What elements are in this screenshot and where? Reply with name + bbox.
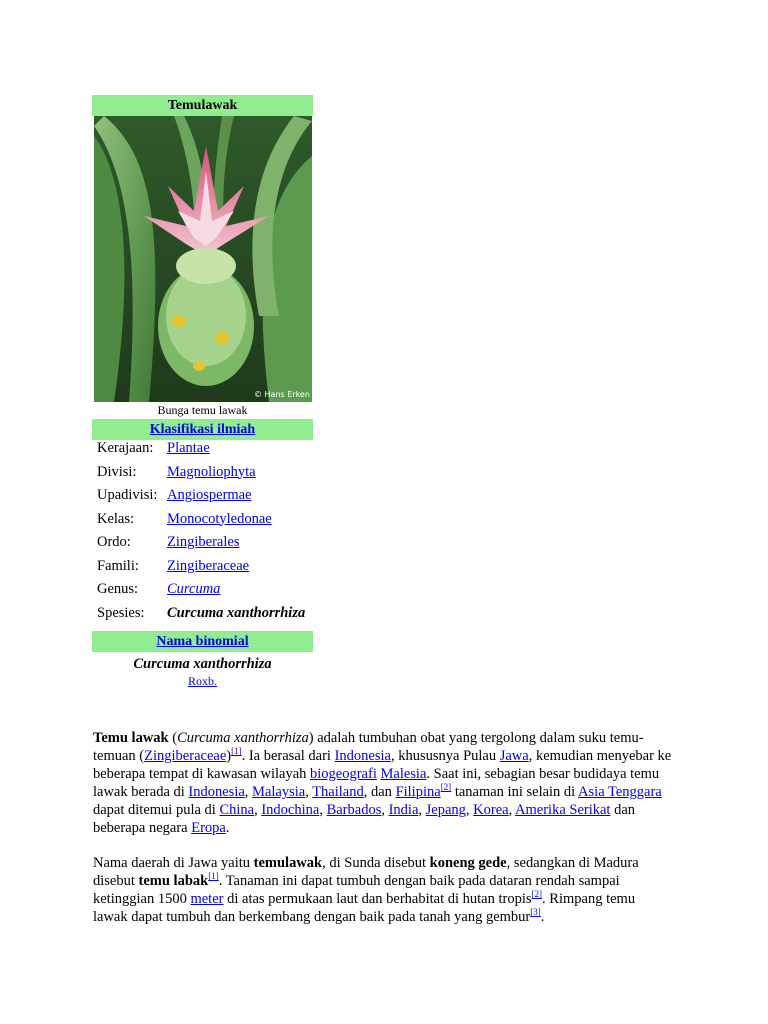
image-credit: © Hans Erken <box>253 390 310 399</box>
text-run: , sedangkan di Madura disebut <box>93 855 639 889</box>
classification-header <box>92 419 313 440</box>
taxo-row <box>92 440 305 464</box>
bold-term: temu labak <box>138 873 209 889</box>
citation-link[interactable]: [2] <box>531 889 543 900</box>
article-link[interactable]: Jawa <box>499 748 529 764</box>
text-run: , khususnya Pulau <box>390 748 500 764</box>
article-link[interactable]: Malesia <box>380 766 427 782</box>
article-link[interactable]: meter <box>190 891 224 907</box>
binomial-author <box>92 674 313 689</box>
text-run: , <box>381 802 389 818</box>
text-run: tanaman ini selain di <box>451 784 579 800</box>
taxo-link[interactable]: Curcuma <box>167 581 221 597</box>
text-run: dan beberapa negara <box>93 802 636 836</box>
paragraph-intro <box>93 729 673 837</box>
text-run: , <box>319 802 327 818</box>
citation <box>231 746 242 756</box>
taxo-rank-value-cell <box>162 581 305 605</box>
article-link[interactable]: Amerika Serikat <box>515 802 611 818</box>
article-link[interactable]: Barbados <box>326 802 382 818</box>
taxo-rank-value-cell <box>162 487 305 511</box>
bold-term: temulawak <box>253 855 323 871</box>
taxo-species: Curcuma xanthorrhiza <box>167 604 306 621</box>
taxo-row <box>92 558 305 582</box>
text-run: , dan <box>363 784 396 800</box>
taxo-link[interactable]: Zingiberales <box>167 534 240 550</box>
text-run: . Tanaman ini dapat tumbuh dengan baik pada dataran rendah sampai ketinggian 1500 <box>93 873 620 907</box>
taxo-row <box>92 464 305 488</box>
taxo-link[interactable]: Angiospermae <box>167 487 252 503</box>
taxo-rank-value-cell <box>162 440 305 464</box>
text-run: , <box>244 784 253 800</box>
taxo-rank-value-cell <box>162 605 305 629</box>
taxo-rank-label: Divisi: <box>97 463 137 480</box>
binomial-link[interactable]: Nama binomial <box>156 634 249 649</box>
taxo-rank-value-cell <box>162 464 305 488</box>
binomial-author-link[interactable]: Roxb. <box>187 674 217 688</box>
taxo-rank-label: Kelas: <box>97 510 135 527</box>
text-run: di atas permukaan laut dan berhabitat di hutan tropis <box>223 891 532 907</box>
paragraph-names <box>93 854 673 926</box>
taxo-row <box>92 534 305 558</box>
bold-term: koneng gede <box>429 855 507 871</box>
text-run: , <box>305 784 313 800</box>
citation <box>441 782 452 792</box>
text-run: , <box>465 802 474 818</box>
text-run: Nama daerah di Jawa yaitu <box>93 855 254 871</box>
italic-term: Curcuma xanthorrhiza <box>177 730 309 746</box>
classification-table <box>92 440 305 628</box>
taxo-rank-value-cell <box>162 534 305 558</box>
classification-link[interactable]: Klasifikasi ilmiah <box>149 422 256 437</box>
taxobox-title: Temulawak <box>92 95 313 116</box>
taxo-link[interactable]: Monocotyledonae <box>167 510 272 527</box>
taxo-rank-label: Upadivisi: <box>97 487 158 503</box>
text-run: . Saat ini, sebagian besar budidaya temu lawak berada di <box>93 766 660 800</box>
text-run: . <box>540 909 545 925</box>
article-link[interactable]: Eropa <box>191 820 226 836</box>
citation-link[interactable]: [2] <box>440 782 452 793</box>
taxo-link[interactable]: Plantae <box>167 440 210 456</box>
article-link[interactable]: Indonesia <box>334 748 391 764</box>
taxo-rank-value-cell <box>162 511 305 535</box>
taxo-link[interactable]: Magnoliophyta <box>167 463 256 480</box>
article-link[interactable]: Asia Tenggara <box>578 784 662 800</box>
article-link[interactable]: Jepang <box>425 802 466 818</box>
taxo-row <box>92 511 305 535</box>
citation-link[interactable]: [1] <box>231 746 242 757</box>
text-run: ) <box>226 748 232 764</box>
taxo-rank-label: Kerajaan: <box>97 440 154 456</box>
text-run: . Ia berasal dari <box>241 748 335 764</box>
taxo-row <box>92 581 305 605</box>
article-link[interactable]: China <box>219 802 255 818</box>
article-link[interactable]: Indochina <box>261 802 320 818</box>
text-run: . Rimpang temu lawak dapat tumbuh dan berkembang dengan baik pada tanah yang gembur <box>93 891 636 925</box>
text-run: . <box>225 820 230 836</box>
taxobox <box>92 95 313 689</box>
article-body <box>93 729 673 943</box>
flower-photo[interactable] <box>94 116 312 402</box>
citation <box>532 889 543 899</box>
text-run: , <box>418 802 426 818</box>
taxo-rank-label: Ordo: <box>97 534 131 550</box>
article-link[interactable]: Thailand <box>312 784 364 800</box>
text-run: ) adalah tumbuhan obat yang tergolong dalam suku temu-temuan ( <box>93 730 644 764</box>
citation-link[interactable]: [3] <box>530 907 541 918</box>
flower-illustration <box>94 116 312 402</box>
article-link[interactable]: biogeografi <box>310 766 377 782</box>
text-run: dapat ditemui pula di <box>93 802 220 818</box>
citation <box>530 907 541 917</box>
citation-link[interactable]: [1] <box>208 871 219 882</box>
binomial-name: Curcuma xanthorrhiza <box>133 656 272 672</box>
taxo-rank-label: Famili: <box>97 557 139 574</box>
article-link[interactable]: Malaysia <box>252 784 306 800</box>
article-link[interactable]: Indonesia <box>188 784 245 800</box>
image-caption: Bunga temu lawak <box>157 403 248 417</box>
text-run: ( <box>168 730 178 746</box>
article-link[interactable]: Filipina <box>395 784 441 800</box>
taxo-row <box>92 605 305 629</box>
article-link[interactable]: Korea <box>473 802 509 818</box>
text-run: , <box>254 802 262 818</box>
taxo-rank-label: Genus: <box>97 581 139 597</box>
taxo-row <box>92 487 305 511</box>
binomial-header <box>92 631 313 652</box>
taxo-rank-value-cell <box>162 558 305 582</box>
text-run: , kemudian menyebar ke beberapa tempat di kawasan wilayah <box>93 748 672 782</box>
taxo-rank-label: Spesies: <box>97 604 145 621</box>
text-run: , <box>508 802 516 818</box>
text-run: , di Sunda disebut <box>322 855 430 871</box>
bold-term: Temu lawak <box>93 730 169 746</box>
article-link[interactable]: India <box>388 802 419 818</box>
article-link[interactable]: Zingiberaceae <box>144 748 227 764</box>
taxo-link[interactable]: Zingiberaceae <box>167 557 250 574</box>
citation <box>208 871 219 881</box>
